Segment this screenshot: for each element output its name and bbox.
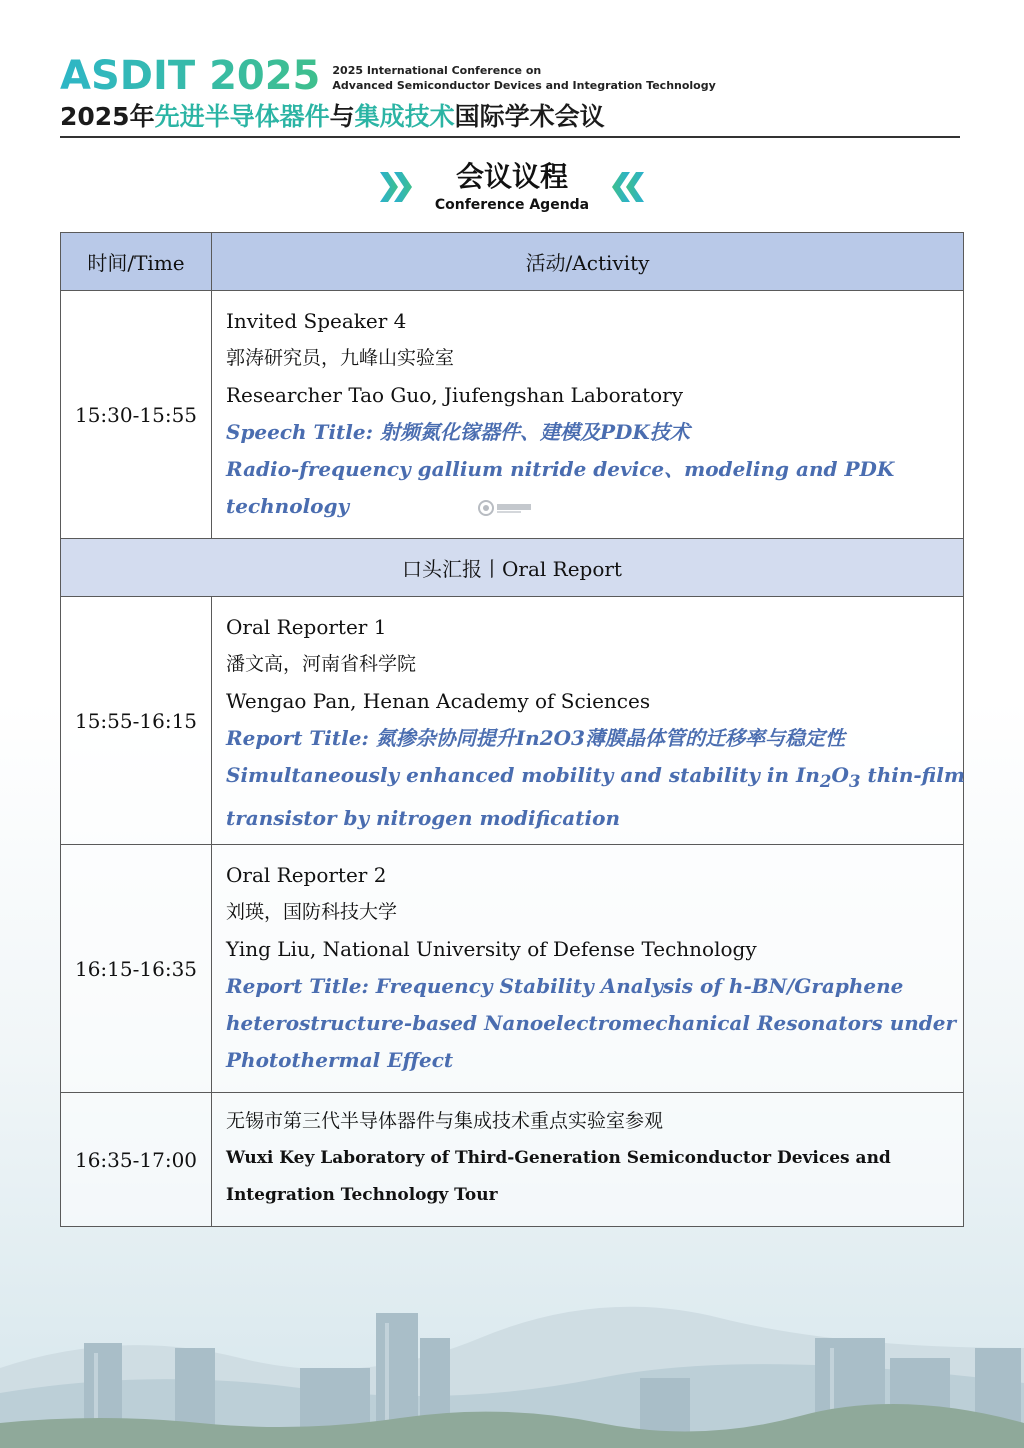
speaker-name-en: Ying Liu, National University of Defense Technology [226,937,757,961]
watermark-logo-icon [477,498,537,518]
time-cell: 16:35-17:00 [61,1093,212,1227]
speech-title-en-line2-text: technology [226,494,350,518]
title-cn-part2: 先进半导体器件 [154,102,330,131]
column-header-time: 时间/Time [61,233,212,291]
report-title-label: Report Title: 氮掺杂协同提升In2O3薄膜晶体管的迁移率与稳定性 [226,726,845,750]
time-cell: 15:55-16:15 [61,597,212,845]
activity-cell [212,1093,964,1227]
subscript-2: 2 [819,771,832,791]
time-cell: 15:30-15:55 [61,291,212,539]
report-title-en-line2: Photothermal Effect [226,1048,454,1072]
speaker-name-cn: 刘瑛，国防科技大学 [226,901,398,923]
speaker-name-en: Researcher Tao Guo, Jiufengshan Laboratory [226,383,684,407]
tour-title-en-line1: Wuxi Key Laboratory of Third-Generation Semiconductor Devices and [226,1148,891,1168]
title-cn-part1: 2025年 [60,102,155,131]
brand-subtitle-line1: 2025 International Conference on [332,64,542,77]
conference-title-cn [60,101,960,133]
city-skyline-illustration [0,1218,1024,1448]
speech-title-en-line1: Radio-frequency gallium nitride device、modeling and PDK [226,457,895,481]
brand-logo-text: ASDIT 2025 [60,53,321,99]
subscript-3: 3 [848,771,861,791]
report-title-en-part-c: thin-film [860,763,965,787]
header-divider [60,136,960,138]
table-row [61,291,964,539]
brand-subtitle [332,63,715,93]
speaker-role: Oral Reporter 1 [226,615,387,639]
time-cell: 16:15-16:35 [61,845,212,1093]
table-row [61,1093,964,1227]
section-row-oral-report [61,539,964,597]
report-title-en-line2: transistor by nitrogen modification [226,806,620,830]
speaker-name-cn: 潘文高，河南省科学院 [226,653,417,675]
speaker-role: Invited Speaker 4 [226,309,407,333]
speaker-name-cn: 郭涛研究员，九峰山实验室 [226,347,455,369]
column-header-activity: 活动/Activity [212,233,964,291]
agenda-title-en: Conference Agenda [434,197,590,213]
table-header-row [61,233,964,291]
brand-row [60,55,960,97]
title-cn-part5: 国际学术会议 [454,102,605,131]
agenda-heading [0,158,1024,214]
report-title-en-part-b: O [831,763,849,787]
report-title-en-part-a: Simultaneously enhanced mobility and stability in In [226,763,820,787]
table-row [61,845,964,1093]
speech-title-en-line2 [226,488,949,525]
activity-cell [212,845,964,1093]
section-title-oral-report: 口头汇报丨Oral Report [61,539,964,597]
report-title-label: Report Title: Frequency Stability Analysis of h-BN/Graphene [226,974,904,998]
tour-title-cn: 无锡市第三代半导体器件与集成技术重点实验室参观 [226,1110,664,1132]
title-cn-part4: 集成技术 [354,102,455,131]
speaker-role: Oral Reporter 2 [226,863,387,887]
table-row [61,597,964,845]
speech-title-label: Speech Title: 射频氮化镓器件、建模及PDK技术 [226,420,690,444]
activity-cell [212,291,964,539]
conference-header [60,55,960,133]
tour-title-en-line2: Integration Technology Tour [226,1185,498,1205]
title-cn-part3: 与 [329,102,355,131]
agenda-title-cn: 会议议程 [455,160,568,193]
speaker-name-en: Wengao Pan, Henan Academy of Sciences [226,689,651,713]
agenda-table [60,232,964,1227]
report-title-en-line1: heterostructure-based Nanoelectromechanical Resonators under [226,1011,957,1035]
report-title-en-line1 [226,757,965,800]
activity-cell [212,597,964,845]
brand-subtitle-line2: Advanced Semiconductor Devices and Integration Technology [332,79,716,92]
